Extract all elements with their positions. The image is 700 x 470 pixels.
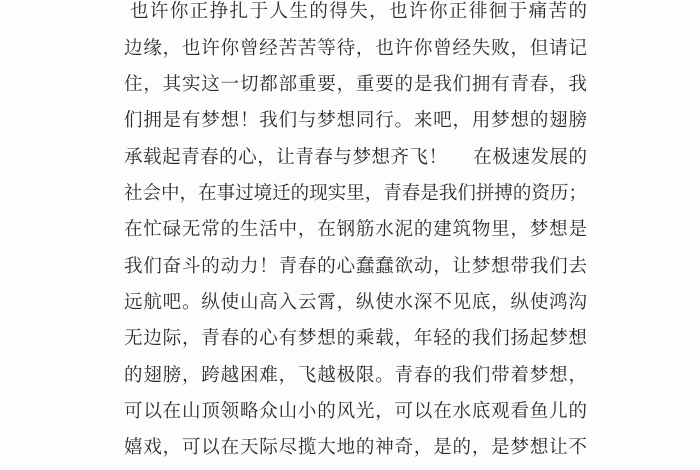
text-line: 的翅膀，跨越困难，飞越极限。青春的我们带着梦想， [124,365,587,386]
text-line: 边缘，也许你曾经苦苦等待，也许你曾经失败，但请记 [124,38,587,59]
text-line: 嬉戏，可以在天际尽揽大地的神奇，是的，是梦想让不 [124,437,587,458]
text-line: 也许你正挣扎于人生的得失，也许你正徘徊于痛苦的 [130,1,587,22]
text-line: 在忙碌无常的生活中，在钢筋水泥的建筑物里，梦想是 [124,219,587,240]
text-line: 社会中，在事过境迁的现实里，青春是我们拼搏的资历； [124,183,587,204]
text-line: 远航吧。纵使山高入云霄，纵使水深不见底，纵使鸿沟 [124,292,587,313]
text-line: 们拥是有梦想！我们与梦想同行。来吧，用梦想的翅膀 [124,110,587,131]
text-line: 承载起青春的心，让青春与梦想齐飞！ 在极速发展的 [124,147,587,168]
text-line: 可以在山顶领略众山小的风光，可以在水底观看鱼儿的 [124,401,587,422]
text-line: 住，其实这一切都部重要，重要的是我们拥有青春，我 [124,74,587,95]
text-line: 无边际，青春的心有梦想的乘载，年轻的我们扬起梦想 [124,328,587,349]
text-line: 我们奋斗的动力！青春的心蠢蠢欲动，让梦想带我们去 [124,256,587,277]
